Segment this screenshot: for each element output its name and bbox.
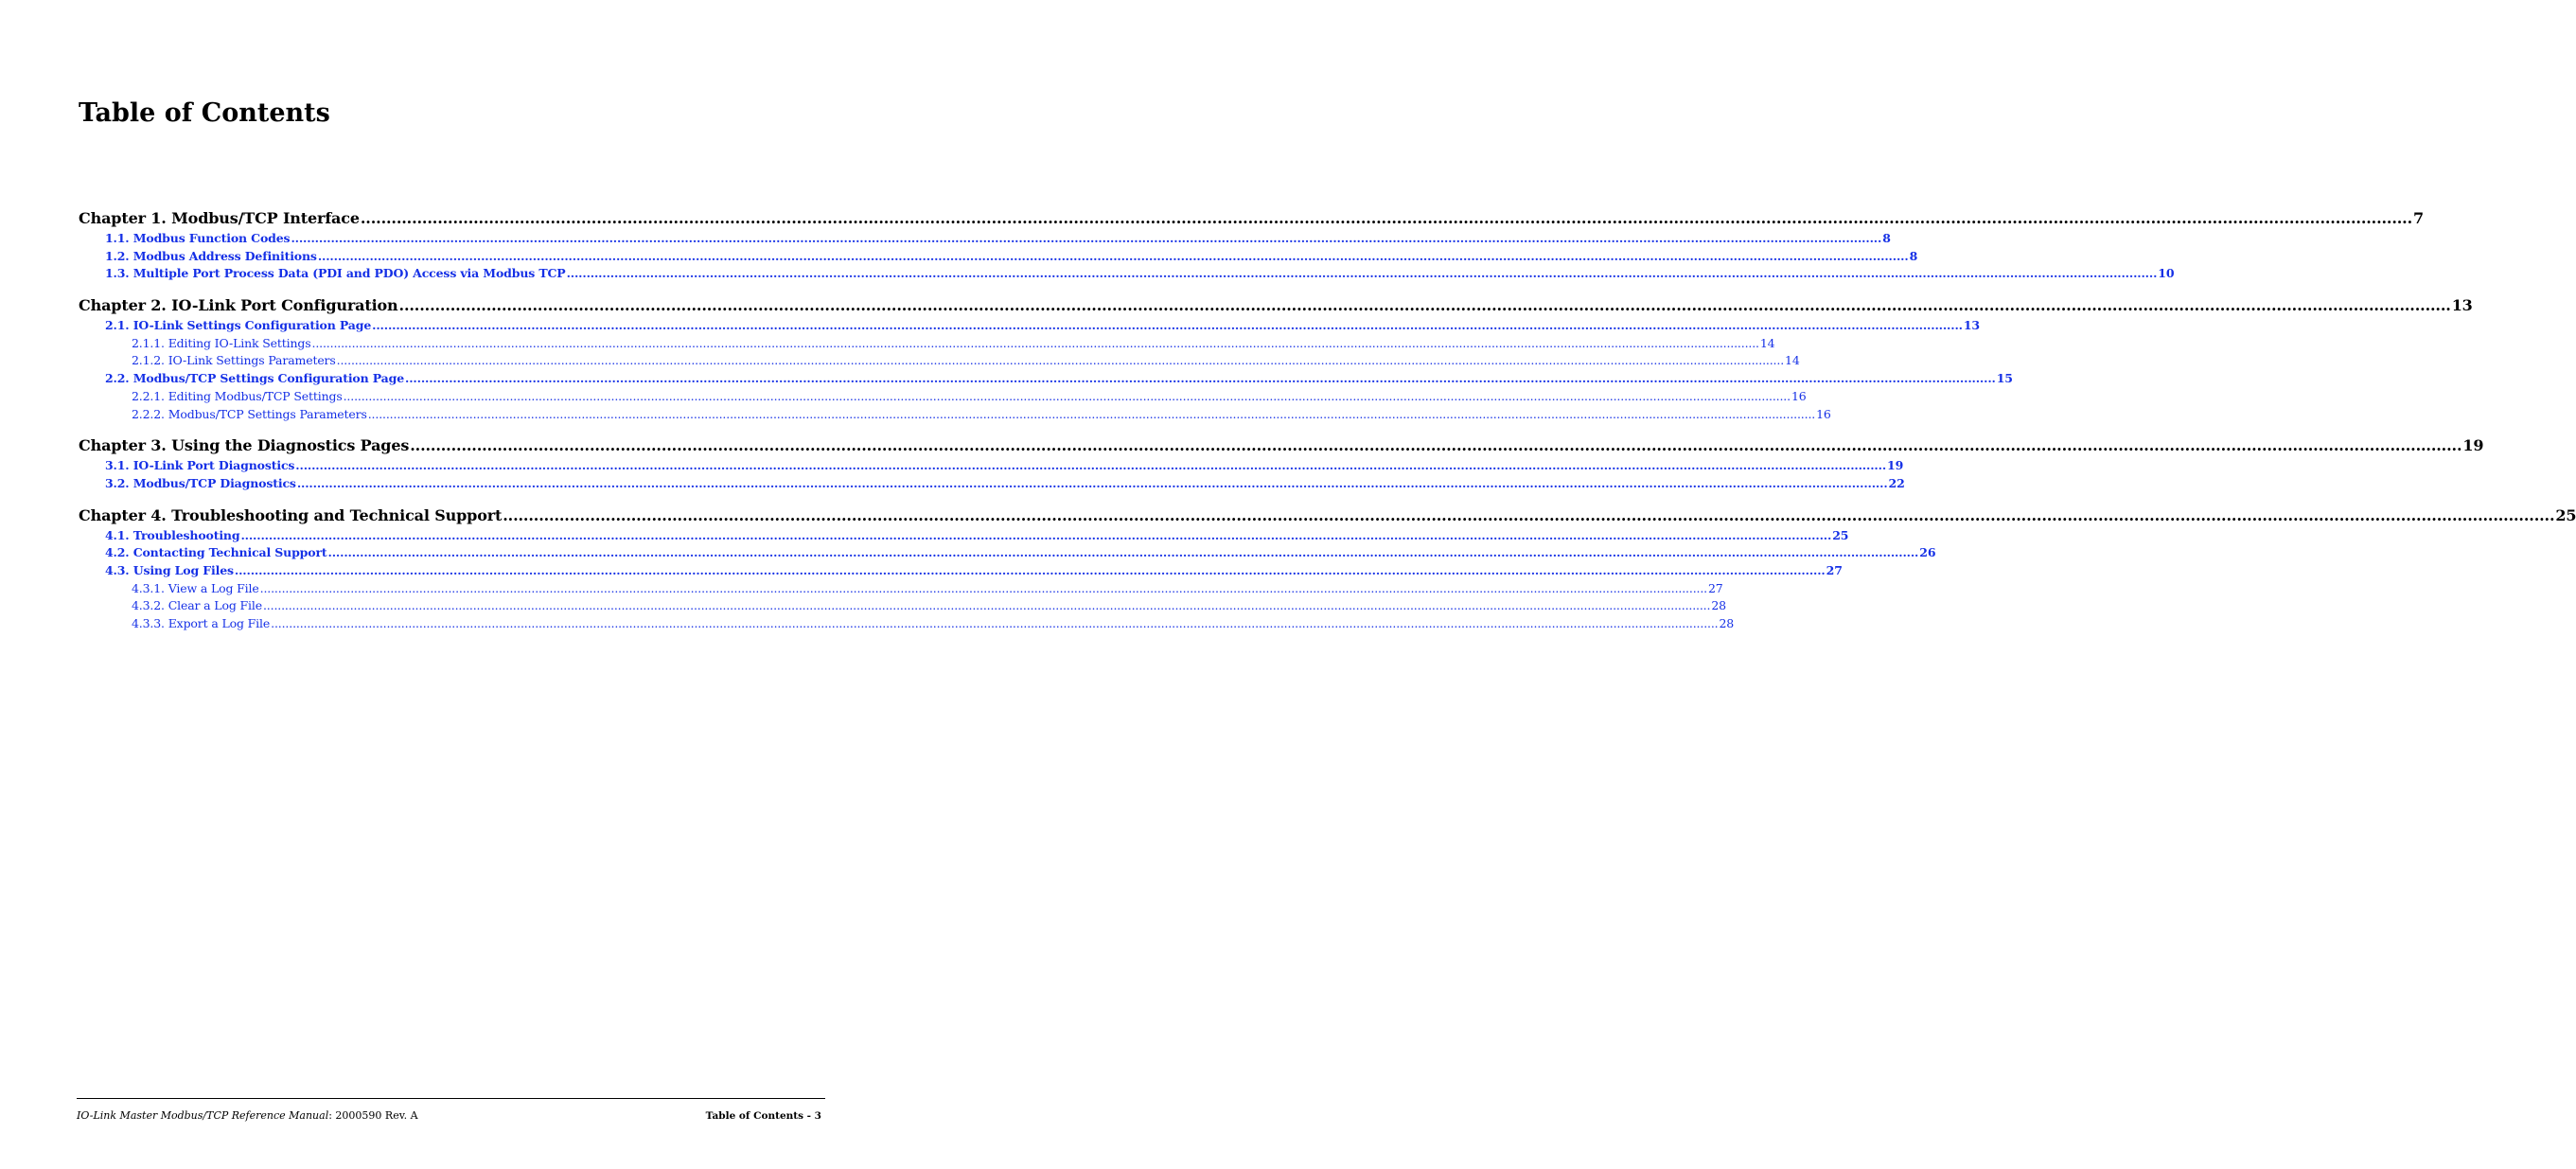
toc-subsection-entry-page-number: 28 xyxy=(1711,598,1726,613)
toc-chapter-entry[interactable] xyxy=(79,293,2473,317)
toc-section-entry-label: 4.3. Using Log Files xyxy=(105,562,234,577)
toc-section-entry[interactable] xyxy=(79,265,2175,283)
toc-section-entry-label: 1.1. Modbus Function Codes xyxy=(105,231,291,245)
dot-leader: ................................................................................................................................................................................................................................................................................................................................................................................................................ xyxy=(410,436,2462,455)
toc-section-entry-label: 2.1. IO-Link Settings Configuration Page xyxy=(105,318,372,333)
toc-subsection-entry-label: 4.3.3. Export a Log File xyxy=(132,616,271,630)
footer-manual-title: IO-Link Master Modbus/TCP Reference Manual xyxy=(77,1109,329,1122)
toc-chapter-entry[interactable] xyxy=(79,434,2484,457)
toc-chapter-entry-page-number: 19 xyxy=(2462,436,2484,455)
footer-manual-reference xyxy=(77,1108,418,1124)
toc-chapter-entry[interactable] xyxy=(79,504,2576,527)
toc-section-entry[interactable] xyxy=(79,457,1904,475)
dot-leader: ................................................................................................................................................................................................................................................................................................................................................................................................................ xyxy=(405,371,1996,386)
dot-leader: ................................................................................................................................................................................................................................................................................................................................................................................................................ xyxy=(271,616,1719,630)
dot-leader: ................................................................................................................................................................................................................................................................................................................................................................................................................ xyxy=(234,562,1826,577)
toc-chapter-entry[interactable] xyxy=(79,206,2425,230)
toc-subsection-entry[interactable] xyxy=(79,352,1800,370)
toc-section-entry-page-number: 27 xyxy=(1826,562,1843,577)
toc-chapter-entry-page-number: 13 xyxy=(2451,296,2473,315)
toc-section-entry[interactable] xyxy=(79,248,1918,266)
page-title: Table of Contents xyxy=(79,98,330,128)
dot-leader: ................................................................................................................................................................................................................................................................................................................................................................................................................ xyxy=(296,475,1888,490)
dot-leader: ................................................................................................................................................................................................................................................................................................................................................................................................................ xyxy=(336,353,1785,368)
toc-subsection-entry-page-number: 27 xyxy=(1707,580,1723,595)
toc-section-entry-page-number: 19 xyxy=(1887,458,1904,473)
toc-subsection-entry-page-number: 16 xyxy=(1791,388,1807,403)
toc-section-entry-label: 3.2. Modbus/TCP Diagnostics xyxy=(105,475,296,490)
dot-leader: ................................................................................................................................................................................................................................................................................................................................................................................................................ xyxy=(259,580,1707,595)
toc-section-entry-page-number: 15 xyxy=(1996,371,2013,386)
toc-chapter-entry-page-number: 25 xyxy=(2555,505,2576,524)
toc-chapter-entry-label: Chapter 4. Troubleshooting and Technical Support xyxy=(79,505,503,524)
toc-subsection-entry-label: 4.3.2. Clear a Log File xyxy=(132,598,262,613)
toc-subsection-entry-label: 2.1.1. Editing IO-Link Settings xyxy=(132,335,311,350)
footer-divider xyxy=(77,1098,825,1099)
toc-section-entry-page-number: 8 xyxy=(1909,248,1918,263)
dot-leader: ................................................................................................................................................................................................................................................................................................................................................................................................................ xyxy=(295,458,1887,473)
toc-chapter-entry-label: Chapter 1. Modbus/TCP Interface xyxy=(79,209,360,227)
dot-leader: ................................................................................................................................................................................................................................................................................................................................................................................................................ xyxy=(372,318,1963,333)
toc-subsection-entry-page-number: 16 xyxy=(1816,406,1831,421)
toc-chapter-entry-label: Chapter 3. Using the Diagnostics Pages xyxy=(79,436,410,455)
toc-chapter-block xyxy=(79,293,2473,423)
toc-subsection-entry[interactable] xyxy=(79,406,1831,424)
toc-section-entry[interactable] xyxy=(79,544,1936,562)
toc-section-entry-page-number: 10 xyxy=(2158,266,2175,281)
dot-leader: ................................................................................................................................................................................................................................................................................................................................................................................................................ xyxy=(360,209,2413,227)
footer-page-label: Table of Contents - 3 xyxy=(705,1110,821,1122)
toc-section-entry-label: 2.2. Modbus/TCP Settings Configuration Page xyxy=(105,371,405,386)
toc-section-entry[interactable] xyxy=(79,562,1843,580)
toc-subsection-entry[interactable] xyxy=(79,580,1723,598)
toc-subsection-entry-label: 4.3.1. View a Log File xyxy=(132,580,259,595)
toc-section-entry-label: 1.3. Multiple Port Process Data (PDI and PDO) Access via Modbus TCP xyxy=(105,266,566,281)
dot-leader: ................................................................................................................................................................................................................................................................................................................................................................................................................ xyxy=(291,231,1882,245)
toc-subsection-entry-label: 2.2.2. Modbus/TCP Settings Parameters xyxy=(132,406,367,421)
toc-subsection-entry-page-number: 14 xyxy=(1759,335,1775,350)
toc-chapter-entry-label: Chapter 2. IO-Link Port Configuration xyxy=(79,296,398,315)
toc-section-entry-label: 4.1. Troubleshooting xyxy=(105,527,240,542)
dot-leader: ................................................................................................................................................................................................................................................................................................................................................................................................................ xyxy=(327,545,1919,560)
toc-section-entry-label: 1.2. Modbus Address Definitions xyxy=(105,248,317,263)
dot-leader: ................................................................................................................................................................................................................................................................................................................................................................................................................ xyxy=(367,406,1816,421)
toc-subsection-entry-page-number: 28 xyxy=(1719,616,1735,630)
toc-section-entry-page-number: 8 xyxy=(1882,231,1891,245)
toc-subsection-entry[interactable] xyxy=(79,388,1807,406)
toc-section-entry-page-number: 26 xyxy=(1919,545,1936,560)
toc-section-entry[interactable] xyxy=(79,370,2013,388)
toc-subsection-entry-label: 2.1.2. IO-Link Settings Parameters xyxy=(132,353,336,368)
toc-subsection-entry-page-number: 14 xyxy=(1785,353,1800,368)
dot-leader: ................................................................................................................................................................................................................................................................................................................................................................................................................ xyxy=(262,598,1711,613)
toc-section-entry-label: 3.1. IO-Link Port Diagnostics xyxy=(105,458,295,473)
toc-section-entry[interactable] xyxy=(79,475,1905,493)
toc-subsection-entry-label: 2.2.1. Editing Modbus/TCP Settings xyxy=(132,388,343,403)
toc-section-entry[interactable] xyxy=(79,230,1891,248)
toc-chapter-block xyxy=(79,206,2425,283)
toc-subsection-entry[interactable] xyxy=(79,335,1775,353)
dot-leader: ................................................................................................................................................................................................................................................................................................................................................................................................................ xyxy=(566,266,2158,281)
toc-section-entry[interactable] xyxy=(79,527,1849,545)
toc-chapter-block xyxy=(79,504,2576,633)
table-of-contents xyxy=(79,206,2576,644)
dot-leader: ................................................................................................................................................................................................................................................................................................................................................................................................................ xyxy=(343,388,1791,403)
toc-section-entry[interactable] xyxy=(79,317,1980,335)
toc-subsection-entry[interactable] xyxy=(79,615,1735,633)
toc-section-entry-page-number: 25 xyxy=(1832,527,1849,542)
footer-doc-number: : 2000590 Rev. A xyxy=(328,1109,418,1122)
toc-section-entry-label: 4.2. Contacting Technical Support xyxy=(105,545,327,560)
dot-leader: ................................................................................................................................................................................................................................................................................................................................................................................................................ xyxy=(317,248,1909,263)
dot-leader: ................................................................................................................................................................................................................................................................................................................................................................................................................ xyxy=(311,335,1759,350)
toc-chapter-entry-page-number: 7 xyxy=(2413,209,2425,227)
toc-section-entry-page-number: 13 xyxy=(1963,318,1980,333)
dot-leader: ................................................................................................................................................................................................................................................................................................................................................................................................................ xyxy=(240,527,1832,542)
toc-section-entry-page-number: 22 xyxy=(1888,475,1905,490)
toc-chapter-block xyxy=(79,434,2484,492)
dot-leader: ................................................................................................................................................................................................................................................................................................................................................................................................................ xyxy=(398,296,2451,315)
dot-leader: ................................................................................................................................................................................................................................................................................................................................................................................................................ xyxy=(503,505,2555,524)
toc-subsection-entry[interactable] xyxy=(79,597,1726,615)
